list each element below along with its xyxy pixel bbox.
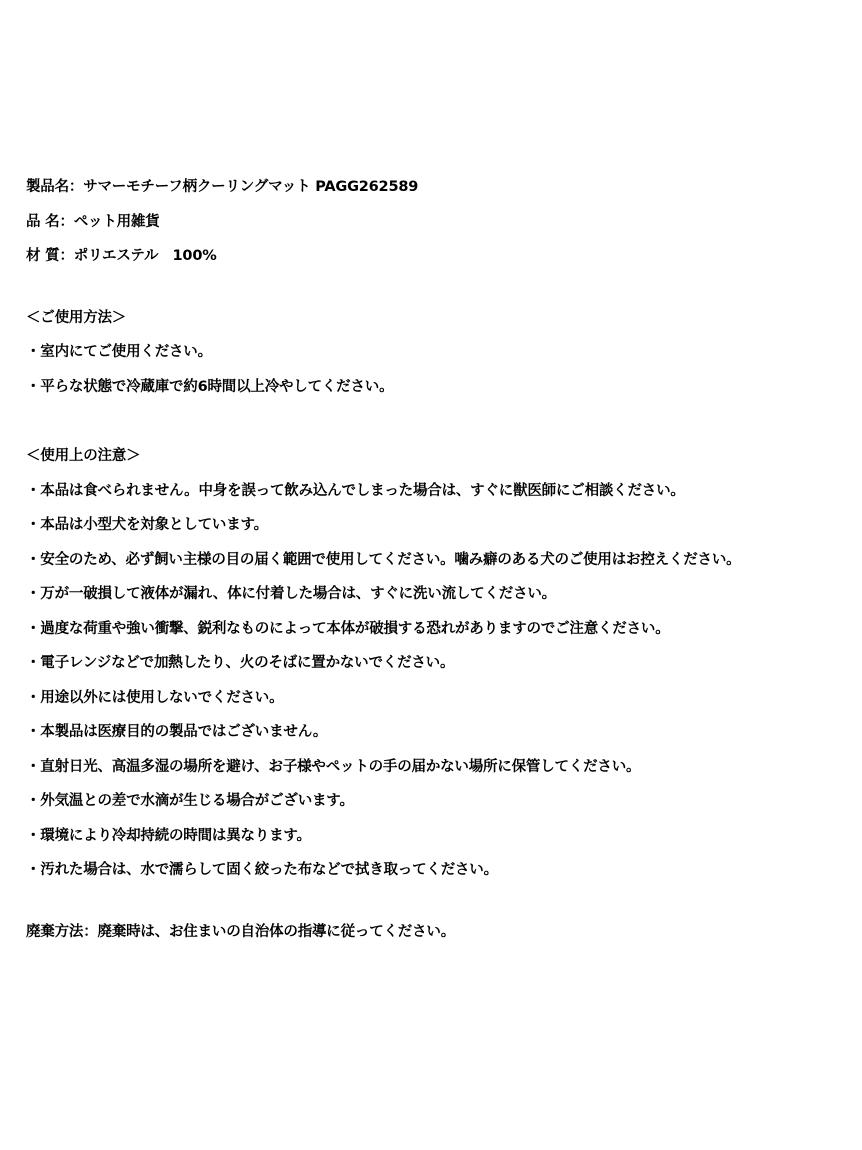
disposal-label: 廃棄方法：: [26, 923, 98, 940]
disposal-section: [26, 915, 856, 950]
caution-item: ・安全のため、必ず飼い主様の目の届く範囲で使用してください。噛み癖のある犬のご使用はお控えください。: [26, 551, 741, 568]
usage-section: [26, 301, 856, 405]
product-type-label: 品 名：: [26, 213, 74, 230]
caution-item: ・外気温との差で水滴が生じる場合がございます。: [26, 793, 354, 809]
usage-heading: ＜ご使用方法＞: [26, 309, 127, 326]
disposal-value: 廃棄時は、お住まいの自治体の指導に従ってください。: [97, 923, 455, 940]
caution-item: ・環境により冷却持続の時間は異なります。: [26, 827, 311, 844]
caution-item: ・本製品は医療目的の製品ではございません。: [26, 724, 328, 740]
product-name-value: サマーモチーフ柄クーリングマット PAGG262589: [83, 179, 419, 195]
material-label: 材 質：: [26, 248, 74, 264]
product-name-row: [26, 170, 856, 205]
caution-item: ・直射日光、高温多湿の場所を避け、お子様やペットの手の届かない場所に保管してください。: [26, 758, 641, 775]
usage-item: ・室内にてご使用ください。: [26, 344, 212, 360]
usage-item: ・平らな状態で冷蔵庫で約6時間以上冷やしてください。: [26, 378, 394, 395]
caution-item: ・万が一破損して液体が漏れ、体に付着した場合は、すぐに洗い流してください。: [26, 586, 556, 602]
caution-item: ・用途以外には使用しないでください。: [26, 689, 284, 706]
product-name-label: 製品名：: [26, 179, 84, 195]
caution-item: ・本品は食べられません。中身を誤って飲み込んでしまった場合は、すぐに獣医師にご相談ください。: [26, 482, 685, 499]
product-type-value: ペット用雑貨: [73, 213, 160, 230]
caution-item: ・汚れた場合は、水で濡らして固く絞った布などで拭き取ってください。: [26, 862, 498, 878]
caution-item: ・本品は小型犬を対象としています。: [26, 517, 268, 533]
product-type-row: [26, 205, 856, 240]
spacer: [26, 888, 856, 915]
product-info-document: [26, 170, 856, 949]
material-value: ポリエステル 100%: [73, 248, 217, 264]
spacer: [26, 274, 856, 301]
spacer: [26, 404, 856, 439]
cautions-section: [26, 439, 856, 888]
product-specs: [26, 170, 856, 274]
caution-item: ・電子レンジなどで加熱したり、火のそばに置かないでください。: [26, 655, 455, 671]
caution-item: ・過度な荷重や強い衝撃、鋭利なものによって本体が破損する恐れがありますのでご注意ください。: [26, 620, 670, 637]
material-row: [26, 239, 856, 274]
cautions-heading: ＜使用上の注意＞: [26, 448, 141, 464]
disposal-row: [26, 915, 856, 950]
